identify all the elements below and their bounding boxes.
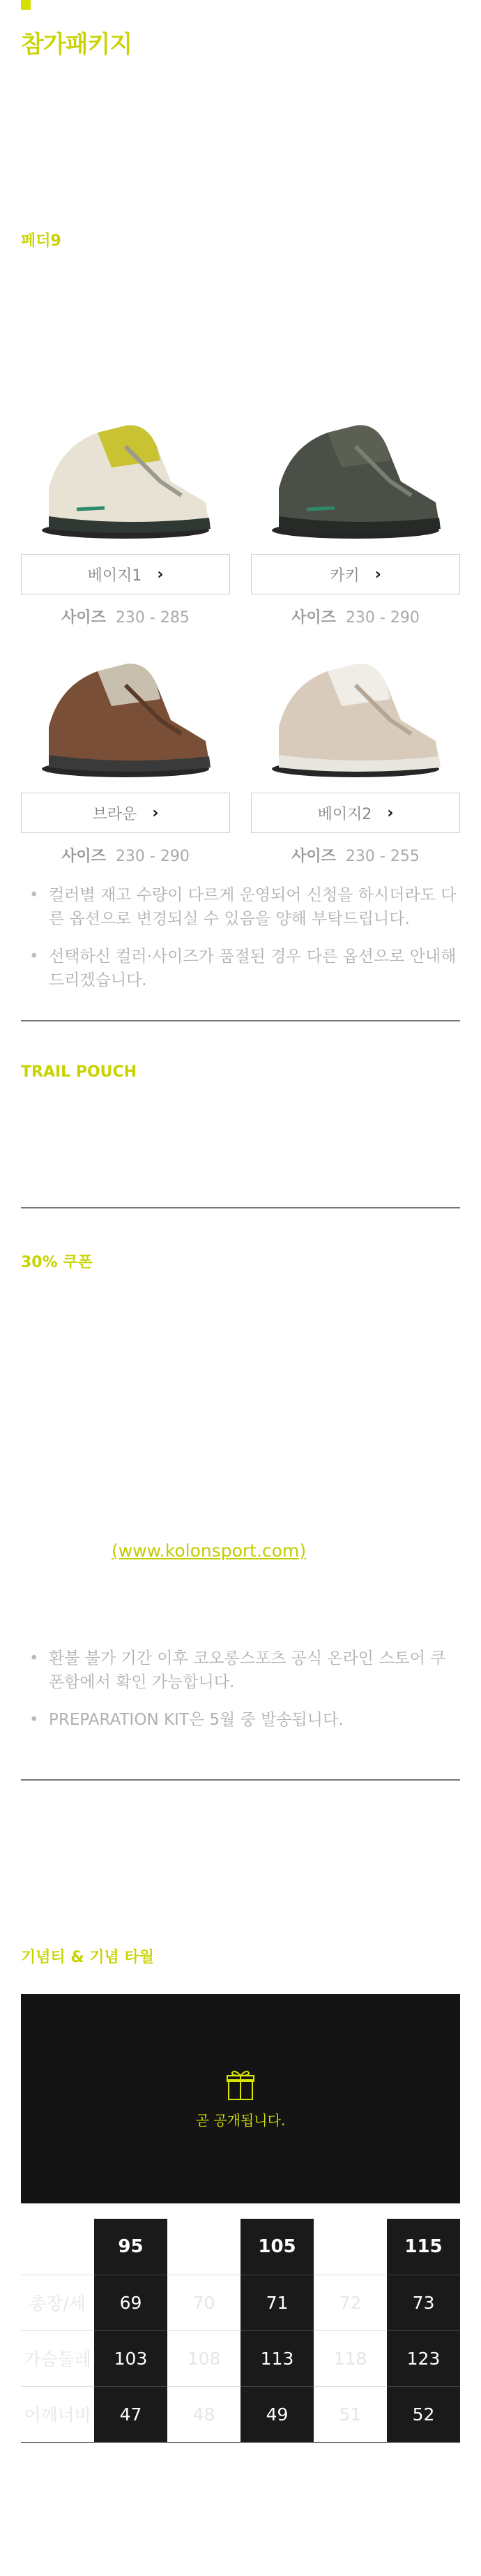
size-label: 사이즈	[61, 609, 106, 627]
table-cell: 총장/세	[21, 2275, 94, 2330]
notes-list	[21, 883, 460, 1006]
table-cell: 95	[94, 2219, 167, 2275]
table-cell: 118	[314, 2330, 387, 2386]
table-cell: 70	[167, 2275, 240, 2330]
size-range: 230 - 255	[345, 848, 420, 865]
size-label: 사이즈	[291, 609, 336, 627]
table-row	[21, 2386, 460, 2442]
table-cell: 69	[94, 2275, 167, 2330]
table-cell	[21, 2219, 94, 2275]
coming-soon-text: 곧 공개됩니다.	[195, 2111, 286, 2129]
chevron-right-icon: ›	[152, 804, 159, 822]
kolonsport-link[interactable]: (www.kolonsport.com)	[112, 1541, 307, 1561]
size-info	[21, 844, 230, 866]
color-button-beige1[interactable]	[21, 554, 230, 594]
table-cell: 48	[167, 2386, 240, 2442]
divider	[21, 1779, 460, 1781]
color-button-beige2[interactable]	[251, 793, 460, 833]
table-cell: 72	[314, 2275, 387, 2330]
chevron-right-icon: ›	[157, 565, 164, 583]
section-title-gift: 기념티 & 기념 타월	[21, 1949, 154, 1966]
size-label: 사이즈	[291, 848, 336, 865]
size-label: 사이즈	[61, 848, 106, 865]
table-row	[21, 2219, 460, 2275]
color-label: 카키	[330, 567, 360, 585]
table-cell: 49	[240, 2386, 314, 2442]
chevron-right-icon: ›	[387, 804, 394, 822]
table-cell: 103	[94, 2330, 167, 2386]
shoe-image-khaki	[251, 405, 460, 544]
divider	[21, 1207, 460, 1208]
size-range: 230 - 285	[115, 609, 190, 627]
size-info	[251, 844, 460, 866]
table-cell: 71	[240, 2275, 314, 2330]
color-button-khaki[interactable]	[251, 554, 460, 594]
notes-list	[21, 1647, 460, 1746]
table-row	[21, 2330, 460, 2386]
table-cell	[314, 2219, 387, 2275]
gift-icon	[226, 2069, 255, 2101]
section-title-pouch: TRAIL POUCH	[21, 1063, 137, 1081]
divider	[21, 1020, 460, 1021]
note-item: • 컬러별 재고 수량이 다르게 운영되어 신청을 하시더라도 다른 옵션으로 변경되실 수 있음을 양해 부탁드립니다.	[21, 883, 460, 931]
table-cell: 105	[240, 2219, 314, 2275]
size-range: 230 - 290	[345, 609, 420, 627]
size-range: 230 - 290	[115, 848, 190, 865]
table-cell: 52	[387, 2386, 460, 2442]
size-table	[21, 2219, 460, 2443]
chevron-right-icon: ›	[374, 565, 381, 583]
table-cell	[167, 2219, 240, 2275]
shoe-image-beige1	[21, 405, 230, 544]
section-title-coupon: 30% 쿠폰	[21, 1254, 93, 1271]
shoe-image-beige2	[251, 643, 460, 783]
table-cell: 113	[240, 2330, 314, 2386]
table-cell: 47	[94, 2386, 167, 2442]
table-cell: 108	[167, 2330, 240, 2386]
color-label: 베이지2	[317, 805, 372, 823]
table-cell: 가슴둘레	[21, 2330, 94, 2386]
accent-bar	[21, 0, 31, 10]
page-title: 참가패키지	[21, 31, 132, 59]
table-cell: 123	[387, 2330, 460, 2386]
note-item: • 선택하신 컬러·사이즈가 품절된 경우 다른 옵션으로 안내해 드리겠습니다.	[21, 945, 460, 992]
color-label: 브라운	[92, 805, 137, 823]
table-row	[21, 2275, 460, 2330]
section-title-feather: 페더9	[21, 232, 61, 250]
size-info	[21, 606, 230, 627]
table-cell: 51	[314, 2386, 387, 2442]
table-cell: 73	[387, 2275, 460, 2330]
color-label: 베이지1	[87, 567, 142, 585]
size-info	[251, 606, 460, 627]
note-item: • 환불 불가 기간 이후 코오롱스포츠 공식 온라인 스토어 쿠폰함에서 확인 가능합니다.	[21, 1647, 460, 1694]
table-cell: 115	[387, 2219, 460, 2275]
gift-placeholder	[21, 1994, 460, 2203]
shoe-image-brown	[21, 643, 230, 783]
note-item: • PREPARATION KIT은 5월 중 발송됩니다.	[21, 1708, 460, 1732]
color-button-brown[interactable]	[21, 793, 230, 833]
table-cell: 어깨너비	[21, 2386, 94, 2442]
